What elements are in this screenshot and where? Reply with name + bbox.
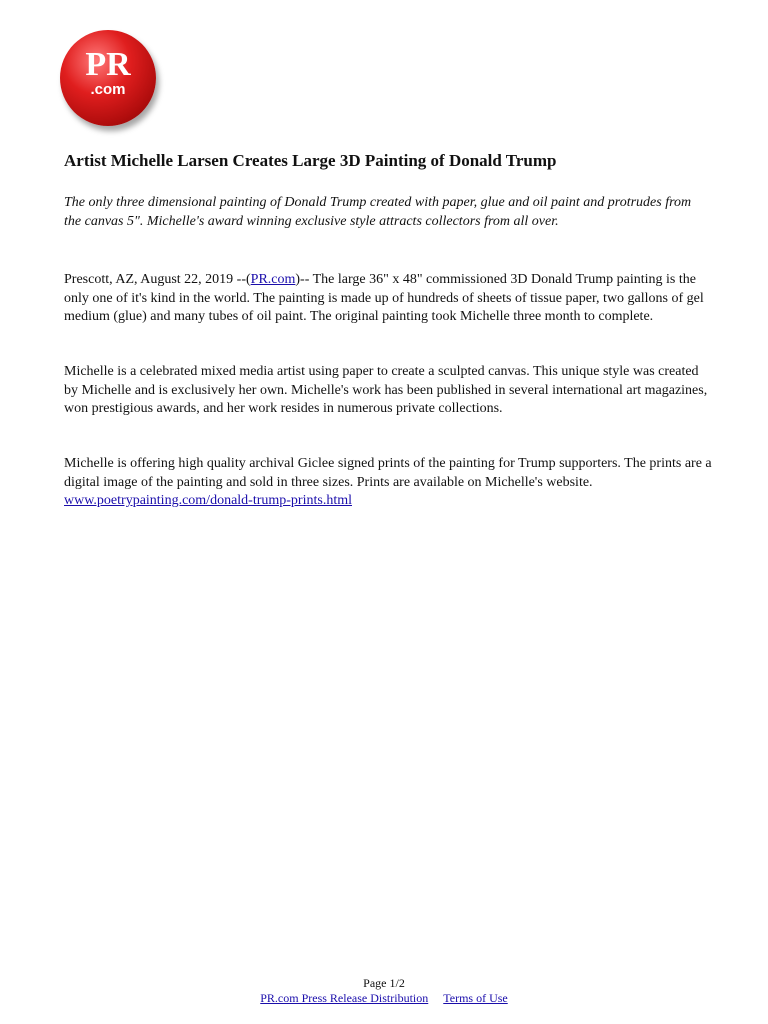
paragraph-3 [64,455,714,511]
logo-com-text: .com [90,81,126,98]
paragraph-3-body: Michelle is offering high quality archival Giclee signed prints of the painting for Trump supporters. The prints are a digital image of the painting and sold in three sizes. Prints are available on Michelle's website. [64,456,712,490]
paragraph-1-prefix: Prescott, AZ, August 22, 2019 --( [64,272,251,287]
logo-pr-text: PR [85,46,131,83]
paragraph-1-body: )-- The large 36" x 48" commissioned 3D Donald Trump painting is the only one of it's kind in the world. The painting is made up of hundreds of sheets of tissue paper, two gallons of gel medium (glue) and many tubes of oil paint. The original painting took Michelle three month to complete. [64,272,704,324]
footer-links [0,991,768,1005]
page-number: Page 1/2 [363,976,405,990]
website-link[interactable]: www.poetrypainting.com/donald-trump-prints.html [64,493,352,508]
paragraph-1 [64,271,714,327]
pr-com-inline-link[interactable]: PR.com [250,272,296,287]
press-release-distribution-link[interactable]: PR.com Press Release Distribution [260,991,429,1005]
paragraph-2: Michelle is a celebrated mixed media artist using paper to create a sculpted canvas. This unique style was created by Michelle and is exclusively her own. Michelle's work has been published in several international art magazines, won prestigious awards, and her work resides in numerous private collections. [64,364,708,416]
terms-of-use-link[interactable]: Terms of Use [443,991,508,1005]
pr-com-logo [60,30,156,126]
article-title: Artist Michelle Larsen Creates Large 3D Painting of Donald Trump [64,151,557,170]
article-summary: The only three dimensional painting of Donald Trump created with paper, glue and oil paint and protrudes from the canvas 5". Michelle's award winning exclusive style attracts collectors from all over. [64,195,692,229]
